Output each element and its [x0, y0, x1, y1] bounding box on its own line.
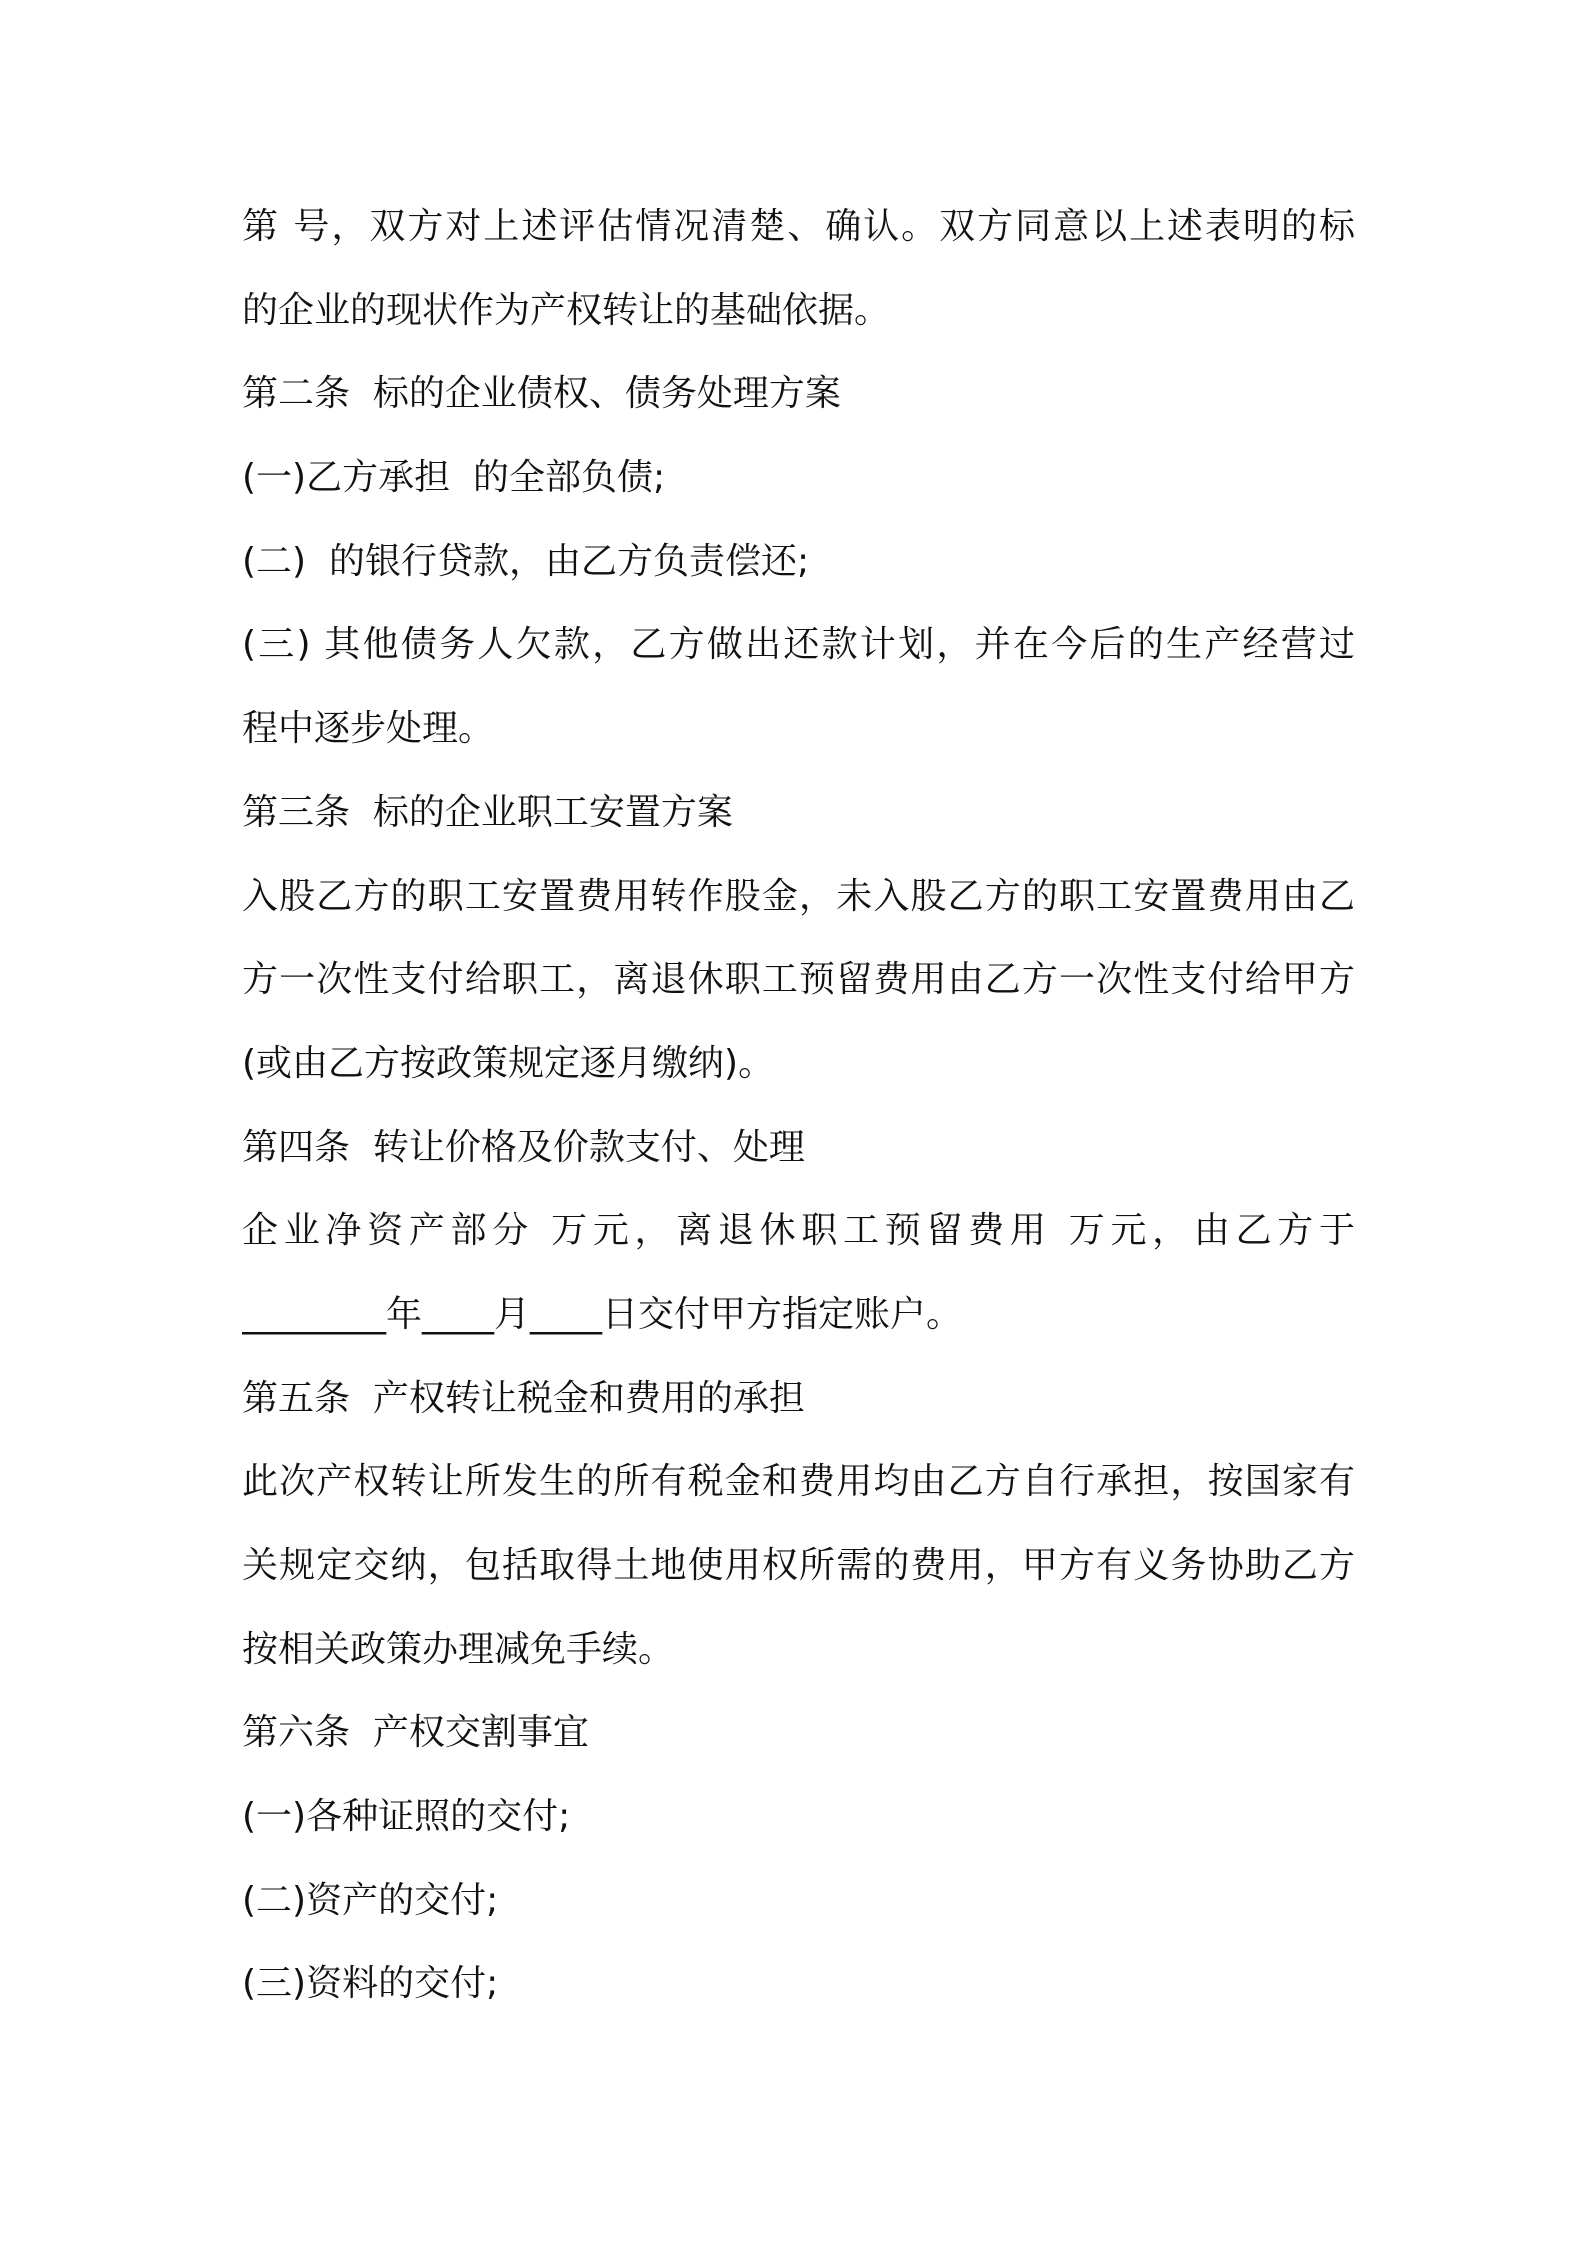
text-line: ________年____月____日交付甲方指定账户。: [242, 1293, 963, 1335]
clause-heading: 第二条 标的企业债权、债务处理方案: [242, 373, 841, 415]
clause-heading: 第四条 转让价格及价款支付、处理: [242, 1126, 805, 1168]
list-item: (一)乙方承担 的全部负债;: [242, 457, 666, 499]
clause-heading: 第五条 产权转让税金和费用的承担: [242, 1377, 805, 1419]
clause-heading: 第六条 产权交割事宜: [242, 1712, 589, 1754]
list-item: (三)资料的交付;: [242, 1963, 499, 2005]
text-line: 关规定交纳，包括取得土地使用权所需的费用，甲方有义务协助乙方: [242, 1545, 1355, 1586]
text-line: 程中逐步处理。: [242, 708, 495, 750]
text-line: 按相关政策办理减免手续。: [242, 1628, 675, 1670]
text-line: 入股乙方的职工安置费用转作股金，未入股乙方的职工安置费用由乙: [242, 875, 1355, 917]
text-line: 方一次性支付给职工，离退休职工预留费用由乙方一次性支付给甲方: [242, 959, 1355, 1001]
list-item: (三) 其他债务人欠款，乙方做出还款计划，并在今后的生产经营过: [242, 624, 1355, 666]
list-item: (一)各种证照的交付;: [242, 1796, 571, 1838]
list-item: (二) 的银行贷款，由乙方负责偿还;: [242, 540, 810, 582]
clause-heading: 第三条 标的企业职工安置方案: [242, 791, 733, 833]
text-line: 企业净资产部分 万元，离退休职工预留费用 万元，由乙方于: [242, 1210, 1355, 1252]
text-line: (或由乙方按政策规定逐月缴纳)。: [242, 1042, 775, 1084]
list-item: (二)资产的交付;: [242, 1879, 499, 1921]
text-line: 此次产权转让所发生的所有税金和费用均由乙方自行承担，按国家有: [242, 1461, 1355, 1503]
document-body: [242, 185, 1355, 2026]
text-line: 第 号，双方对上述评估情况清楚、确认。双方同意以上述表明的标: [242, 206, 1355, 247]
text-line: 的企业的现状作为产权转让的基础依据。: [242, 289, 891, 331]
